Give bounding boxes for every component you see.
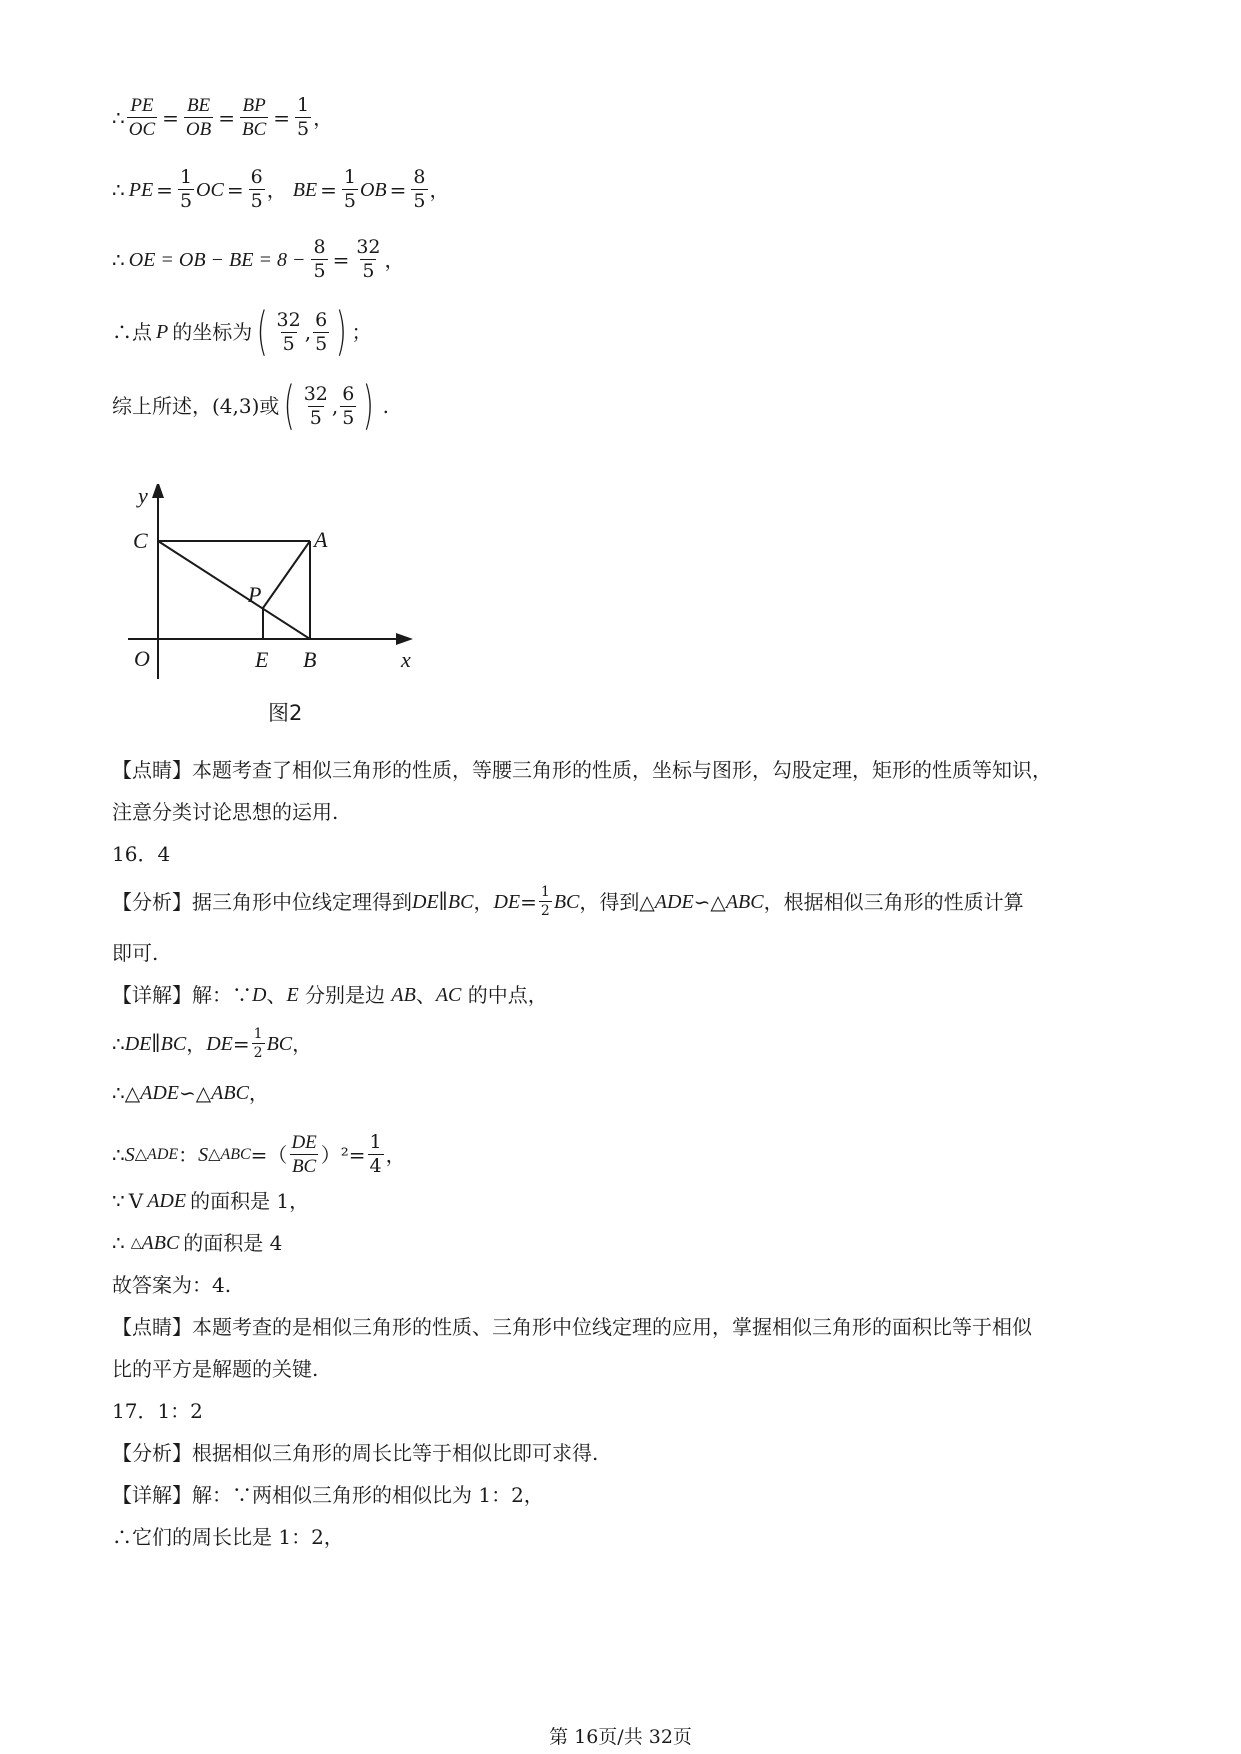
segment-cb [158, 541, 310, 639]
fenxi-16-line: 【分析】据三角形中位线定理得到 DE∥BC ， DE = $\frac{1}{2}$ BC ，得到△ ADE ∽△ ABC ，根据相似三角形的性质计算 [112, 884, 1024, 919]
fraction: $\frac{6}{5}$ [342, 382, 355, 429]
answer-16-line: 故答案为：4. [112, 1273, 232, 1297]
dianjing-16-line-2: 比的平方是解题的关键. [112, 1357, 319, 1381]
fraction: $\frac{6}{5}$ [250, 166, 263, 212]
fraction: $\frac{1}{2}$ [253, 1026, 263, 1061]
fraction: $\frac{6}{5}$ [315, 308, 328, 355]
step-given-area-line: ∵ V ADE 的面积是 1， [112, 1189, 310, 1213]
fraction: $\frac{1}{5}$ [179, 166, 193, 212]
label-x: x [401, 647, 411, 672]
label-c: C [133, 528, 148, 553]
x-axis-arrow-icon [396, 633, 413, 645]
question-16-answer: 16．4 [112, 842, 171, 866]
coordinate-pair: ( $\frac{32}{5}$ , $\frac{6}{5}$ ) [283, 376, 375, 436]
fraction: $\frac{BE}{OB}$ [185, 95, 212, 140]
equation-ratio-line: ∴ $\frac{PE}{OC}$ = $\frac{BE}{OB}$ = $\frac{BP}{BC}$ = $\frac{1}{5}$ ， [112, 94, 334, 140]
dianjing-paragraph-line: 注意分类讨论思想的运用. [112, 800, 339, 824]
fraction: $\frac{1}{5}$ [297, 94, 310, 140]
geometry-figure [118, 484, 418, 694]
fraction: $\frac{PE}{OC}$ [128, 95, 156, 140]
fraction: $\frac{1}{2}$ [540, 884, 550, 919]
label-p: P [248, 582, 262, 607]
segment-ap [263, 541, 310, 608]
question-17-answer: 17．1：2 [112, 1399, 203, 1423]
summary-line: 综上所述， (4,3) 或 ( $\frac{32}{5}$ , $\frac{6}{5}$ ) . [112, 376, 390, 436]
page-footer: 第 16页/共 32页 [549, 1726, 692, 1748]
xiangjie-16-line: 【详解】解：∵ D 、 E 分别是边 AB 、 AC 的中点， [112, 983, 548, 1007]
fraction: $\frac{8}{5}$ [413, 166, 426, 212]
label-a: A [314, 527, 328, 552]
step-similar-line: ∴△ ADE ∽△ ABC ， [112, 1081, 269, 1105]
label-e: E [255, 647, 269, 672]
fraction: $\frac{32}{5}$ [303, 382, 328, 429]
figure-caption: 图2 [268, 701, 303, 725]
dianjing-paragraph-line: 【点睛】本题考查了相似三角形的性质，等腰三角形的性质，坐标与图形，勾股定理，矩形的性质等知识， [112, 758, 1052, 782]
label-o: O [134, 646, 150, 671]
coordinate-pair: ( $\frac{32}{5}$ , $\frac{6}{5}$ ) [256, 302, 347, 362]
fenxi-16-line-2: 即可. [112, 941, 159, 965]
fraction: $\frac{1}{5}$ [343, 166, 356, 212]
step-17-perimeter-line: ∴它们的周长比是 1：2， [112, 1525, 344, 1549]
fenxi-17-line: 【分析】根据相似三角形的周长比等于相似比即可求得. [112, 1441, 599, 1465]
fraction: $\frac{1}{4}$ [369, 1131, 382, 1177]
equation-pe-be-line: ∴ PE = $\frac{1}{5}$ OC = $\frac{6}{5}$ ， BE = $\frac{1}{5}$ OB = $\frac{8}{5}$ ， [112, 166, 450, 212]
dianjing-16-line: 【点睛】本题考查的是相似三角形的性质、三角形中位线定理的应用，掌握相似三角形的面积比等于相似 [112, 1315, 1032, 1339]
fraction: $\frac{8}{5}$ [313, 236, 326, 282]
y-axis-arrow-icon [152, 484, 164, 498]
label-y: y [138, 484, 148, 508]
therefore-symbol: ∴ [112, 105, 125, 130]
fraction: $\frac{32}{5}$ [356, 236, 381, 282]
fraction: $\frac{DE}{BC}$ [291, 1132, 317, 1177]
fraction: $\frac{32}{5}$ [276, 308, 301, 355]
label-b: B [303, 647, 317, 672]
point-p-coordinates-line: ∴点 P 的坐标为 ( $\frac{32}{5}$ , $\frac{6}{5}$ ) ； [112, 302, 372, 362]
step-area-ratio-line: ∴ S △ADE ： S △ABC =（ $\frac{DE}{BC}$ ）²= $\frac{1}{4}$ ， [112, 1131, 406, 1177]
xiangjie-17-line: 【详解】解：∵两相似三角形的相似比为 1：2， [112, 1483, 544, 1507]
equation-oe-line: ∴ OE = OB − BE = 8 − $\frac{8}{5}$ = $\frac{32}{5}$ ， [112, 236, 405, 282]
step-result-area-line: ∴ △ ABC 的面积是 4 [112, 1231, 283, 1255]
fraction: $\frac{BP}{BC}$ [242, 95, 267, 140]
step-parallel-line: ∴ DE∥BC ， DE = $\frac{1}{2}$ BC ， [112, 1026, 313, 1061]
